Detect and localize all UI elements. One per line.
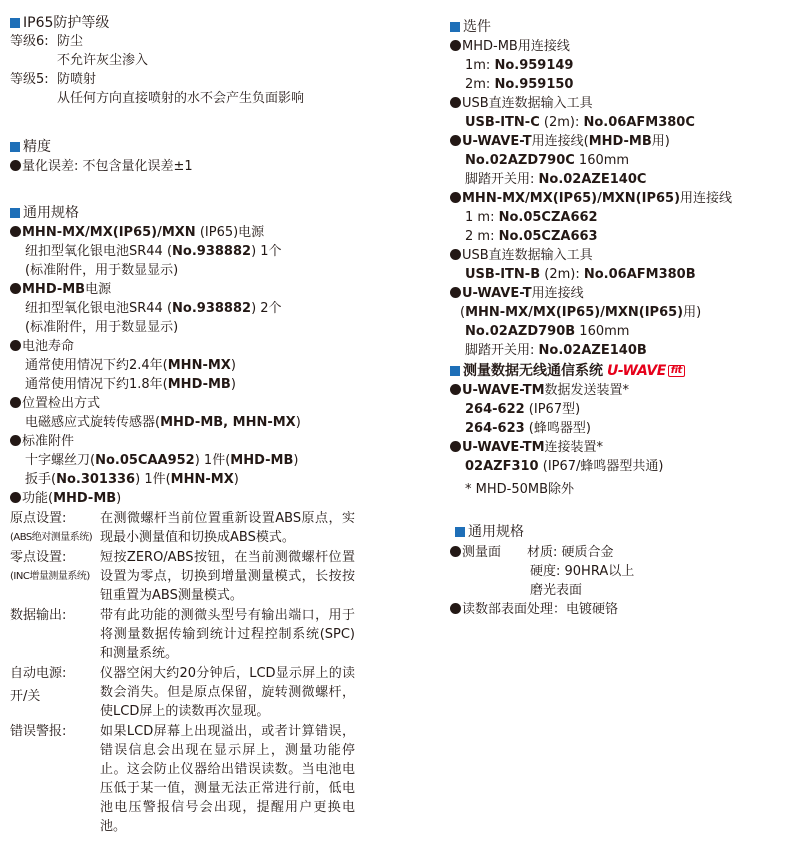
options-section (450, 17, 785, 499)
option-line: USB-ITN-B (2m): No.06AFM380B (465, 267, 696, 282)
function-desc: 如果LCD屏幕上出现溢出，或者计算错误，错误信息会出现在显示屏上，测量功能停止。这会防止仪器给出错误读数。当电池电压低于某一值，测量无法正常进行前，低电池电压警报信号会出现，提醒用户更换电池。 (100, 724, 355, 834)
bullet-icon (10, 492, 21, 503)
accessory-line: 扳手(No.301336) 1件(MHN-MX) (25, 472, 239, 487)
bullet-icon (10, 226, 21, 237)
right-general-heading: 通用规格 (450, 522, 785, 542)
function-label: 自动电源: 开/关 (10, 666, 67, 704)
bullet-icon (450, 97, 461, 108)
spec-item: 测量面 材质: 硬质合金 (450, 543, 785, 562)
option-line: 1 m: No.05CZA662 (465, 210, 598, 225)
power-mhd-line: 纽扣型氧化银电池SR44 (No.938882) 2个 (25, 301, 282, 316)
option-title: MHD-MB用连接线 (450, 37, 785, 56)
power-mhd-title: MHD-MB电源 (10, 280, 355, 299)
u-wave-fit-logo: U-WAVE fit (607, 362, 685, 381)
square-bullet-icon (455, 527, 465, 537)
bullet-icon (450, 249, 461, 260)
ip65-row: 等级6: 防尘 (10, 34, 84, 49)
wireless-line: 264-623 (蜂鸣器型) (465, 421, 591, 436)
option-line: 1m: No.959149 (465, 58, 574, 73)
square-bullet-icon (10, 18, 20, 28)
option-line: 脚踏开关用: No.02AZE140B (465, 343, 647, 358)
general-spec-section (10, 203, 355, 836)
bullet-icon (450, 441, 461, 452)
accessory-line: 十字螺丝刀(No.05CAA952) 1件(MHD-MB) (25, 453, 299, 468)
bullet-icon (10, 283, 21, 294)
spec-line: 磨光表面 (530, 583, 583, 598)
right-general-section (450, 522, 785, 619)
ip65-section (10, 13, 355, 108)
accuracy-heading: 精度 (10, 137, 355, 157)
function-desc: 短按ZERO/ABS按钮，在当前测微螺杆位置设置为零点，切换到增量测量模式，长按按钮重置为ABS测量模式。 (100, 550, 355, 603)
bullet-icon (450, 135, 461, 146)
wireless-line: 02AZF310 (IP67/蜂鸣器型共通) (465, 459, 664, 474)
option-line: 2 m: No.05CZA663 (465, 229, 598, 244)
accuracy-section (10, 137, 355, 176)
battery-line: 通常使用情况下约2.4年(MHN-MX) (25, 358, 236, 373)
wireless-line: 264-622 (IP67型) (465, 402, 581, 417)
option-title: U-WAVE-T用连接线(MHD-MB用) (450, 132, 785, 151)
option-line: 脚踏开关用: No.02AZE140C (465, 172, 647, 187)
detect-title: 位置检出方式 (10, 394, 355, 413)
function-label: 原点设置: (ABS绝对测量系统) (10, 511, 93, 543)
function-desc: 仪器空闲大约20分钟后，LCD显示屏上的读数会消失。但是原点保留，旋转测微螺杆，使LCD屏上的读数再次显现。 (100, 666, 355, 719)
spec-item: 读数部表面处理：电镀硬铬 (450, 600, 785, 619)
option-line: No.02AZD790B 160mm (465, 324, 630, 339)
bullet-icon (10, 397, 21, 408)
power-mhd-note: (标准附件，用于数显显示) (25, 320, 179, 335)
bullet-icon (10, 435, 21, 446)
ip65-row: 不允许灰尘渗入 (57, 53, 149, 68)
function-desc: 在测微螺杆当前位置重新设置ABS原点，实现最小测量值和切换成ABS模式。 (100, 511, 355, 545)
square-bullet-icon (10, 208, 20, 218)
wireless-title: U-WAVE-TM数据发送装置* (450, 381, 785, 400)
accessory-title: 标准附件 (10, 432, 355, 451)
option-title: USB直连数据输入工具 (450, 246, 785, 265)
function-title: 功能(MHD-MB) (10, 489, 355, 508)
option-line: No.02AZD790C 160mm (465, 153, 630, 168)
bullet-icon (450, 192, 461, 203)
option-line: 2m: No.959150 (465, 77, 574, 92)
power-mhn-line: 纽扣型氧化银电池SR44 (No.938882) 1个 (25, 244, 282, 259)
function-label: 数据输出: (10, 608, 67, 623)
bullet-icon (450, 287, 461, 298)
option-title: MHN-MX/MX(IP65)/MXN(IP65)用连接线 (450, 189, 785, 208)
function-label: 零点设置: (INC增量测量系统) (10, 550, 90, 582)
bullet-icon (10, 160, 21, 171)
ip65-heading: IP65防护等级 (10, 13, 355, 33)
ip65-row: 从任何方向直接喷射的水不会产生负面影响 (57, 91, 305, 106)
accuracy-item: 量化误差: 不包含量化误差±1 (10, 157, 355, 176)
bullet-icon (450, 384, 461, 395)
option-title: USB直连数据输入工具 (450, 94, 785, 113)
square-bullet-icon (450, 366, 460, 376)
function-table (10, 509, 355, 836)
square-bullet-icon (10, 142, 20, 152)
option-line: (MHN-MX/MX(IP65)/MXN(IP65)用) (460, 305, 702, 320)
options-heading: 选件 (450, 17, 785, 37)
ip65-row: 等级5: 防喷射 (10, 72, 97, 87)
bullet-icon (10, 340, 21, 351)
bullet-icon (450, 546, 461, 557)
option-line: USB-ITN-C (2m): No.06AFM380C (465, 115, 695, 130)
square-bullet-icon (450, 22, 460, 32)
power-mhn-title: MHN-MX/MX(IP65)/MXN (IP65)电源 (10, 223, 355, 242)
bullet-icon (450, 603, 461, 614)
battery-title: 电池寿命 (10, 337, 355, 356)
battery-line: 通常使用情况下约1.8年(MHD-MB) (25, 377, 236, 392)
wireless-title: U-WAVE-TM连接装置* (450, 438, 785, 457)
option-title: U-WAVE-T用连接线 (450, 284, 785, 303)
wireless-heading: 测量数据无线通信系统 U-WAVE fit (450, 361, 785, 381)
general-spec-heading: 通用规格 (10, 203, 355, 223)
bullet-icon (450, 40, 461, 51)
detect-line: 电磁感应式旋转传感器(MHD-MB, MHN-MX) (25, 415, 301, 430)
wireless-note: * MHD-50MB除外 (465, 482, 575, 497)
spec-line: 硬度: 90HRA以上 (530, 564, 635, 579)
function-desc: 带有此功能的测微头型号有输出端口，用于将测量数据传输到统计过程控制系统(SPC)和测量系统。 (100, 608, 355, 661)
function-label: 错误警报: (10, 724, 67, 739)
power-mhn-note: (标准附件，用于数显显示) (25, 263, 179, 278)
